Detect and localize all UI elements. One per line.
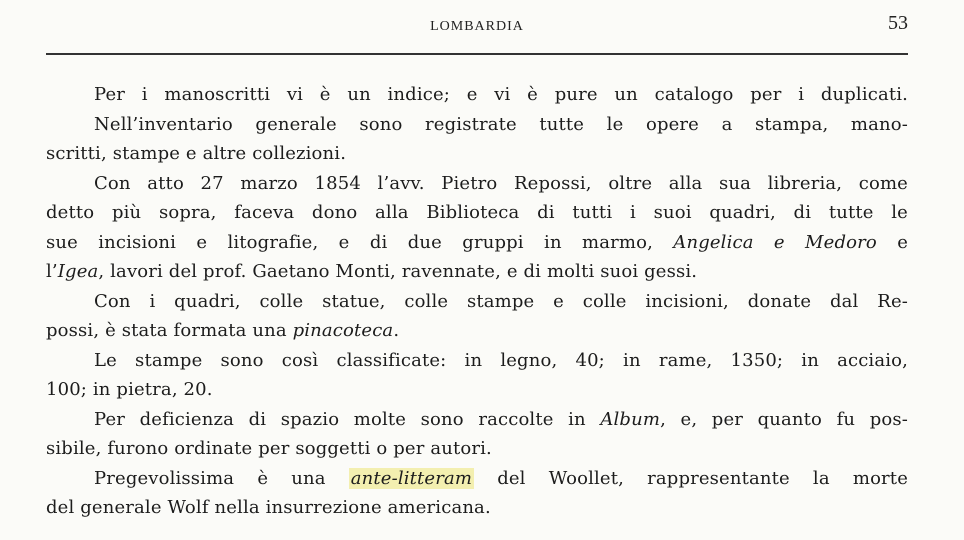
running-title: LOMBARDIA — [430, 19, 524, 34]
text-line: l’Igea, lavori del prof. Gaetano Monti, ravennate, e di molti suoi gessi. — [46, 261, 698, 282]
text-line: sibile, furono ordinate per soggetti o per autori. — [46, 438, 492, 459]
italic-term: Album — [600, 408, 661, 430]
text-line: possi, è stata formata una pinacoteca. — [46, 320, 400, 341]
text-line: Per i manoscritti vi è un indice; e vi è pure un catalogo per i duplicati. — [94, 84, 908, 105]
header-rule — [46, 53, 908, 55]
text-line: 100; in pietra, 20. — [46, 379, 213, 400]
text-line: sue incisioni e litografie, e di due gruppi in marmo, Angelica e Medoro e — [46, 231, 908, 253]
text-line: del generale Wolf nella insurrezione americana. — [46, 497, 491, 518]
text-line: scritti, stampe e altre collezioni. — [46, 143, 347, 164]
text-line: Le stampe sono così classificate: in legno, 40; in rame, 1350; in acciaio, — [94, 349, 908, 371]
italic-term: pinacoteca — [292, 320, 394, 341]
text-line: Con atto 27 marzo 1854 l’avv. Pietro Repossi, oltre alla sua libreria, come — [94, 172, 908, 194]
text-line: Nell’inventario generale sono registrate tutte le opere a stampa, mano- — [94, 113, 908, 135]
italic-title: Igea — [57, 261, 99, 282]
text-line: Con i quadri, colle statue, colle stampe e colle incisioni, donate dal Re- — [94, 290, 908, 312]
text-line: Per deficienza di spazio molte sono raccolte in Album, e, per quanto fu pos- — [94, 408, 908, 430]
text-line: detto più sopra, faceva dono alla Biblioteca di tutti i suoi quadri, di tutte le — [46, 202, 908, 223]
highlighted-term: ante-litteram — [350, 467, 473, 489]
page-number: 53 — [888, 12, 908, 34]
text-line: Pregevolissima è una ante-litteram del Woollet, rappresentante la morte — [94, 467, 908, 489]
italic-title: Angelica e Medoro — [673, 231, 877, 253]
body-text — [46, 80, 908, 523]
